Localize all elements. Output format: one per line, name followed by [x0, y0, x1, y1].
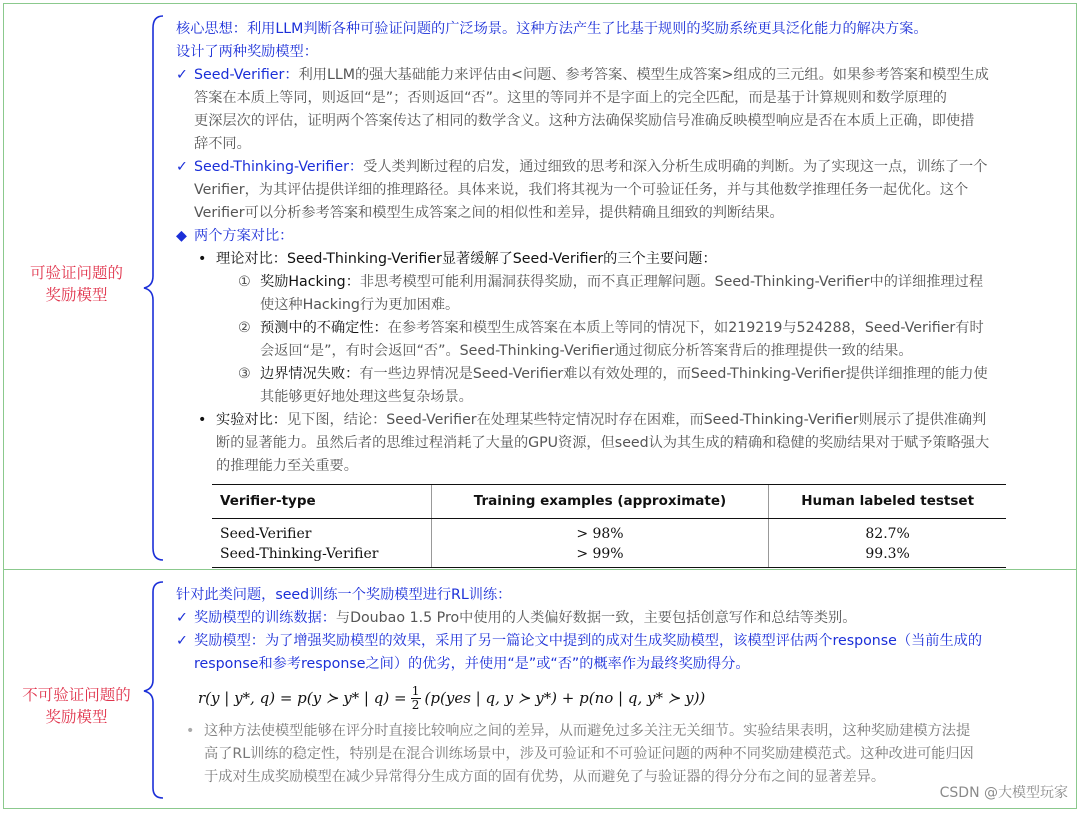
note-text: 高了RL训练的稳定性，特别是在混合训练场景中，涉及可验证和不可验证问题的两种不同奖励建模范式。这种改进可能归因: [204, 746, 974, 762]
non-verifiable-content: [176, 584, 1066, 789]
intro-text: 针对此类问题，seed训练一个奖励模型进行RL训练：: [176, 587, 512, 603]
problem-text: 非思考模型可能利用漏洞获得奖励，而不真正理解问题。Seed-Thinking-Verifier中的详细推理过程: [359, 274, 984, 290]
stv-name: Seed-Thinking-Verifier：: [194, 159, 364, 175]
problem-item: [176, 317, 1066, 363]
note-text: 于成对生成奖励模型在减少异常得分生成方面的固有优势，从而避免了与验证器的得分分布之间的显著差异。: [204, 769, 886, 785]
table-cell: Seed-Verifier: [220, 526, 312, 542]
compare-title-row: [176, 225, 1066, 248]
formula-fraction: [411, 685, 421, 712]
check-icon: ✓: [176, 610, 188, 626]
table-header: Verifier-type: [212, 485, 431, 519]
reward-model-item: [176, 630, 1066, 676]
table-header-row: [212, 485, 1006, 519]
problem-head: 奖励Hacking：: [260, 274, 360, 290]
verifiable-content: [176, 18, 1066, 568]
stv-text: Verifier可以分析参考答案和模型生成答案之间的相似性和差异，提供精确且细致的判断结果。: [194, 205, 784, 221]
stv-text: 受人类判断过程的启发，通过细致的思考和深入分析生成明确的判断。为了实现这一点，训练了一个: [363, 159, 988, 175]
note-text: 这种方法使模型能够在评分时直接比较响应之间的差异，从而避免过多关注无关细节。实验结果表明，这种奖励建模方法提: [204, 723, 971, 739]
seed-verifier-text: 利用LLM的强大基础能力来评估由<问题、参考答案、模型生成答案>组成的三元组。如果参考答案和模型生成: [298, 67, 989, 83]
table-row: [212, 544, 1006, 568]
table-cell: Seed-Thinking-Verifier: [212, 544, 431, 568]
bullet-icon: •: [198, 412, 207, 428]
verifiable-section: [3, 3, 1077, 570]
label-line: 不可验证问题的: [22, 686, 131, 704]
problem-item: [176, 363, 1066, 409]
seed-verifier-name: Seed-Verifier：: [194, 67, 299, 83]
note-item: [176, 720, 1066, 789]
table-header: Human labeled testset: [769, 485, 1006, 519]
experiment-head: 实验对比：: [216, 412, 287, 428]
theory-item: [176, 248, 1066, 271]
seed-verifier-text: 辞不同。: [194, 136, 251, 152]
stv-text: Verifier，为其评估提供详细的推理路径。具体来说，我们将其视为一个可验证任务，并与其他数学推理任务一起优化。这个: [194, 182, 969, 198]
bullet-icon: •: [186, 723, 195, 739]
watermark: CSDN @大模型玩家: [939, 785, 1068, 801]
curly-brace-icon: [141, 580, 167, 802]
check-icon: ✓: [176, 67, 188, 83]
formula-right: (p(yes | q, y ≻ y*) + p(no | q, y* ≻ y)): [424, 688, 706, 707]
seed-verifier-text: 更深层次的评估，证明两个答案传达了相同的数学含义。这种方法确保奖励信号准确反映模型响应是否在本质上正确，即使措: [194, 113, 975, 129]
problem-text: 在参考答案和模型生成答案在本质上等同的情况下，如219219与524288，Seed-Verifier有时: [387, 320, 984, 336]
reward-formula: [176, 682, 1066, 714]
table-cell: > 98%: [431, 519, 769, 545]
table-cell: > 99%: [431, 544, 769, 568]
core-idea: 核心思想：利用LLM判断各种可验证问题的广泛场景。这种方法产生了比基于规则的奖励系统更具泛化能力的解决方案。: [176, 21, 928, 37]
compare-title: 两个方案对比：: [194, 228, 294, 244]
label-line: 奖励模型: [45, 286, 108, 304]
formula-left: r(y | y*, q) = p(y ≻ y* | q) =: [198, 688, 407, 707]
circled-one-icon: ①: [238, 274, 251, 290]
non-verifiable-section: [3, 569, 1077, 809]
seed-verifier-item: [176, 64, 1066, 156]
design-title: 设计了两种奖励模型：: [176, 44, 318, 60]
check-icon: ✓: [176, 633, 188, 649]
table-header: Training examples (approximate): [431, 485, 769, 519]
seed-verifier-text: 答案在本质上等同，则返回“是”；否则返回“否”。这里的等同并不是字面上的完全匹配，而是基于计算规则和数学原理的: [194, 90, 947, 106]
problem-text: 其能够更好地处理这些复杂场景。: [260, 389, 473, 405]
experiment-text: 断的显著能力。虽然后者的思维过程消耗了大量的GPU资源，但seed认为其生成的精确和稳健的奖励结果对于赋予策略强大: [216, 435, 990, 451]
training-data-item: [176, 607, 1066, 630]
fraction-numerator: 1: [411, 683, 420, 698]
table-row: [212, 519, 1006, 545]
problem-head: 边界情况失败：: [260, 366, 360, 382]
diamond-icon: ◆: [176, 228, 187, 244]
problem-text: 会返回“是”，有时会返回“否”。Seed-Thinking-Verifier通过彻底分析答案背后的推理提供一致的结果。: [260, 343, 913, 359]
label-line: 奖励模型: [45, 708, 108, 726]
reward-model-head: 奖励模型：: [194, 633, 265, 649]
curly-brace-icon: [141, 14, 167, 562]
check-icon: ✓: [176, 159, 188, 175]
problem-text: 使这种Hacking行为更加困难。: [260, 297, 460, 313]
verifiable-label: [14, 262, 139, 306]
bullet-icon: •: [198, 251, 207, 267]
problem-text: 有一些边界情况是Seed-Verifier难以有效处理的，而Seed-Thinking-Verifier提供详细推理的能力使: [359, 366, 988, 382]
table-cell: 99.3%: [769, 544, 1006, 568]
fraction-denominator: 2: [411, 697, 420, 712]
experiment-item: [176, 409, 1066, 478]
circled-three-icon: ③: [238, 366, 251, 382]
reward-model-text: response和参考response之间）的优劣，并使用“是”或“否”的概率作为最终奖励得分。: [194, 656, 750, 672]
training-data-head: 奖励模型的训练数据：: [194, 610, 336, 626]
non-verifiable-label: [14, 684, 139, 728]
stv-item: [176, 156, 1066, 225]
training-data-text: 与Doubao 1.5 Pro中使用的人类偏好数据一致，主要包括创意写作和总结等类别。: [335, 610, 857, 626]
label-line: 可验证问题的: [29, 264, 123, 282]
reward-model-text: 为了增强奖励模型的效果，采用了另一篇论文中提到的成对生成奖励模型，该模型评估两个response（当前生成的: [264, 633, 983, 649]
verifier-table: [212, 484, 1006, 568]
experiment-text: 见下图，结论：Seed-Verifier在处理某些特定情况时存在困难，而Seed-Thinking-Verifier则展示了提供准确判: [286, 412, 987, 428]
theory-text: 理论对比：Seed-Thinking-Verifier显著缓解了Seed-Verifier的三个主要问题：: [216, 251, 717, 267]
problem-item: [176, 271, 1066, 317]
problem-head: 预测中的不确定性：: [260, 320, 388, 336]
table-cell: 82.7%: [769, 519, 1006, 545]
circled-two-icon: ②: [238, 320, 251, 336]
experiment-text: 的推理能力至关重要。: [216, 458, 358, 474]
